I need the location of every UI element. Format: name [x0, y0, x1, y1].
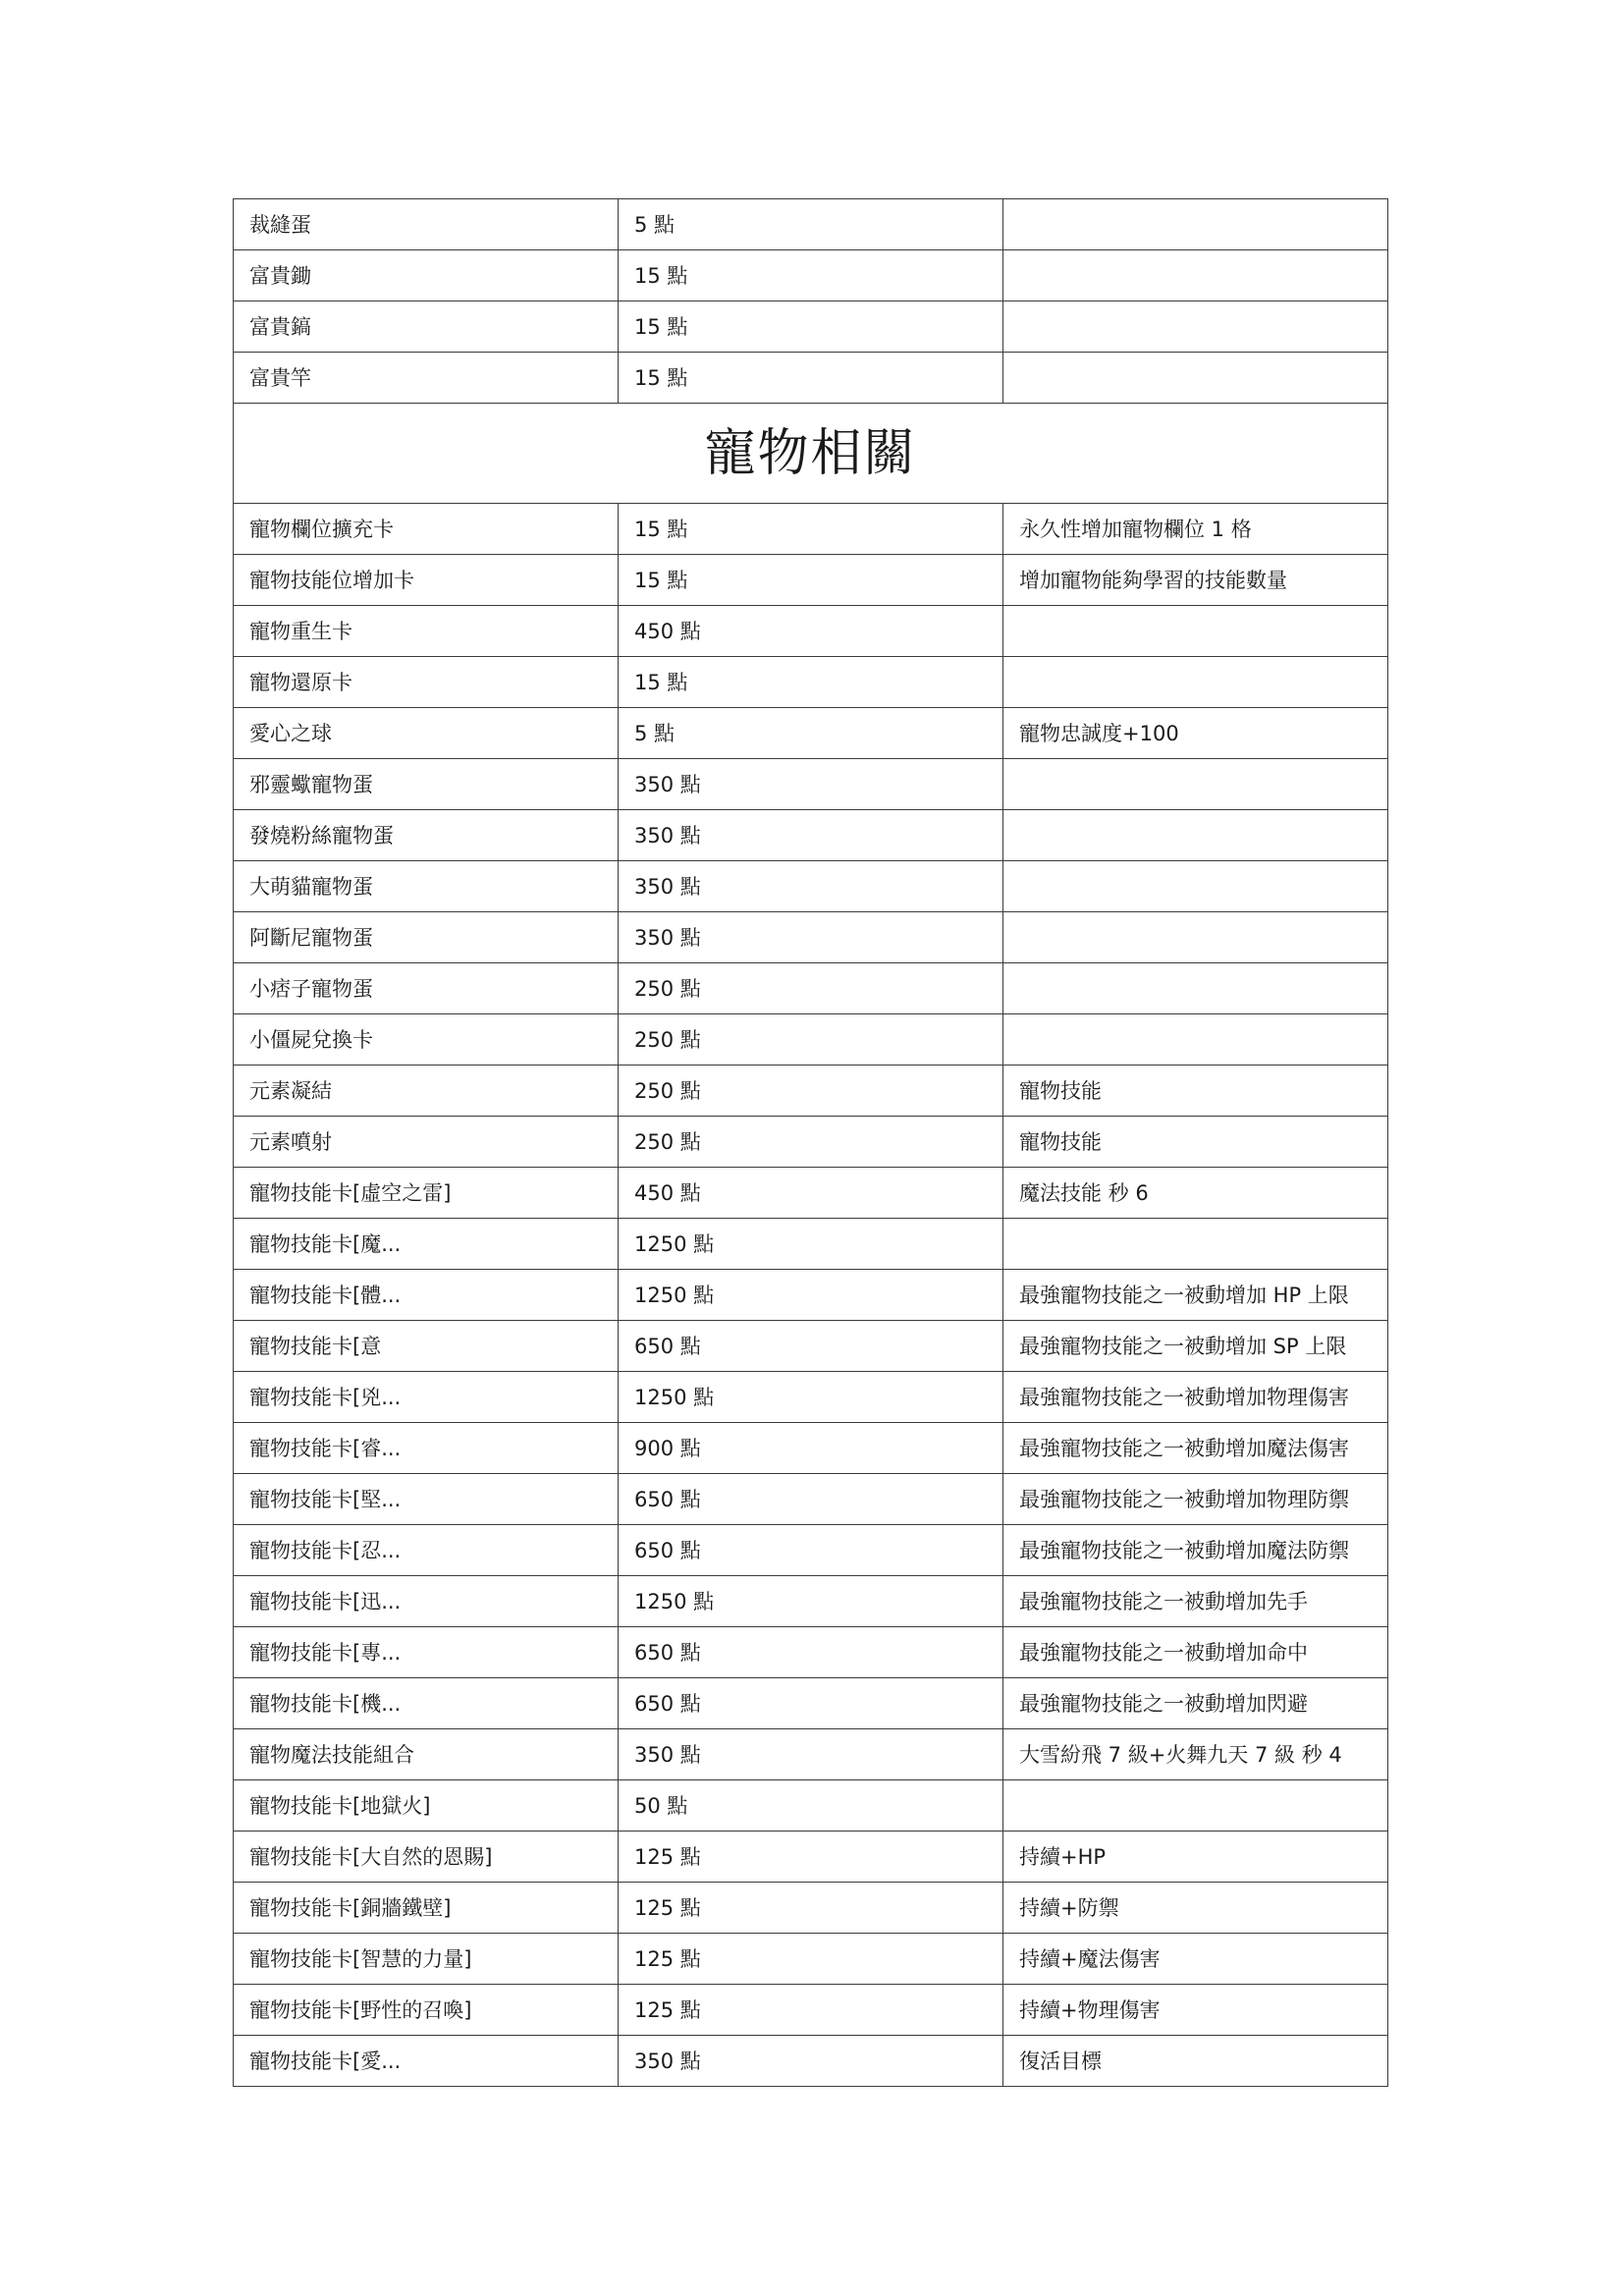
item-name-cell: 寵物技能卡[堅... [234, 1474, 619, 1525]
price-cell: 350 點 [619, 810, 1003, 861]
price-cell: 250 點 [619, 1066, 1003, 1117]
item-name-cell: 寵物技能卡[地獄火] [234, 1780, 619, 1831]
price-cell: 15 點 [619, 555, 1003, 606]
price-cell: 15 點 [619, 301, 1003, 353]
item-name-cell: 寵物技能卡[迅... [234, 1576, 619, 1627]
table-row [234, 1934, 1388, 1985]
table-row [234, 199, 1388, 250]
table-row [234, 353, 1388, 404]
item-name-cell: 大萌貓寵物蛋 [234, 861, 619, 912]
item-name-cell: 寵物技能卡[體... [234, 1270, 619, 1321]
item-name-cell: 寵物技能卡[虛空之雷] [234, 1168, 619, 1219]
item-name-cell: 寵物技能位增加卡 [234, 555, 619, 606]
note-cell [1003, 657, 1388, 708]
item-name-cell: 元素凝結 [234, 1066, 619, 1117]
table-row [234, 1576, 1388, 1627]
table-row [234, 606, 1388, 657]
note-cell: 最強寵物技能之一被動增加 SP 上限 [1003, 1321, 1388, 1372]
price-cell: 900 點 [619, 1423, 1003, 1474]
item-name-cell: 寵物技能卡[野性的召喚] [234, 1985, 619, 2036]
table-row [234, 1014, 1388, 1066]
table-row [234, 1219, 1388, 1270]
item-name-cell: 寵物技能卡[大自然的恩賜] [234, 1831, 619, 1883]
note-cell [1003, 759, 1388, 810]
price-cell: 15 點 [619, 250, 1003, 301]
price-cell: 125 點 [619, 1831, 1003, 1883]
price-cell: 350 點 [619, 1729, 1003, 1780]
table-row [234, 1270, 1388, 1321]
table-row [234, 1831, 1388, 1883]
item-name-cell: 寵物欄位擴充卡 [234, 504, 619, 555]
price-cell: 1250 點 [619, 1270, 1003, 1321]
note-cell: 最強寵物技能之一被動增加物理傷害 [1003, 1372, 1388, 1423]
note-cell: 最強寵物技能之一被動增加魔法防禦 [1003, 1525, 1388, 1576]
table-row [234, 2036, 1388, 2087]
note-cell: 大雪紛飛 7 級+火舞九天 7 級 秒 4 [1003, 1729, 1388, 1780]
table-row [234, 504, 1388, 555]
table-row [234, 1474, 1388, 1525]
note-cell [1003, 250, 1388, 301]
item-name-cell: 富貴竿 [234, 353, 619, 404]
note-cell [1003, 353, 1388, 404]
note-cell [1003, 1780, 1388, 1831]
item-name-cell: 邪靈蠍寵物蛋 [234, 759, 619, 810]
price-cell: 1250 點 [619, 1219, 1003, 1270]
table-row [234, 1780, 1388, 1831]
item-name-cell: 小痞子寵物蛋 [234, 963, 619, 1014]
note-cell: 最強寵物技能之一被動增加 HP 上限 [1003, 1270, 1388, 1321]
note-cell: 最強寵物技能之一被動增加物理防禦 [1003, 1474, 1388, 1525]
note-cell: 持續+魔法傷害 [1003, 1934, 1388, 1985]
item-name-cell: 阿斷尼寵物蛋 [234, 912, 619, 963]
note-cell [1003, 810, 1388, 861]
table-row [234, 1168, 1388, 1219]
note-cell: 寵物技能 [1003, 1066, 1388, 1117]
price-cell: 350 點 [619, 2036, 1003, 2087]
note-cell [1003, 199, 1388, 250]
item-name-cell: 寵物技能卡[意 [234, 1321, 619, 1372]
note-cell [1003, 1219, 1388, 1270]
note-cell: 魔法技能 秒 6 [1003, 1168, 1388, 1219]
table-row [234, 301, 1388, 353]
table-row [234, 250, 1388, 301]
note-cell [1003, 606, 1388, 657]
price-cell: 350 點 [619, 861, 1003, 912]
table-row [234, 1525, 1388, 1576]
note-cell [1003, 1014, 1388, 1066]
table-row [234, 1678, 1388, 1729]
item-name-cell: 裁縫蛋 [234, 199, 619, 250]
note-cell: 最強寵物技能之一被動增加閃避 [1003, 1678, 1388, 1729]
table-row [234, 912, 1388, 963]
item-name-cell: 寵物技能卡[魔... [234, 1219, 619, 1270]
price-cell: 50 點 [619, 1780, 1003, 1831]
note-cell: 持續+HP [1003, 1831, 1388, 1883]
table-row [234, 1117, 1388, 1168]
item-name-cell: 寵物重生卡 [234, 606, 619, 657]
price-cell: 15 點 [619, 657, 1003, 708]
table-row [234, 1066, 1388, 1117]
table-row [234, 810, 1388, 861]
item-name-cell: 寵物技能卡[機... [234, 1678, 619, 1729]
note-cell: 永久性增加寵物欄位 1 格 [1003, 504, 1388, 555]
price-cell: 650 點 [619, 1627, 1003, 1678]
item-name-cell: 寵物技能卡[智慧的力量] [234, 1934, 619, 1985]
item-name-cell: 元素噴射 [234, 1117, 619, 1168]
note-cell: 持續+防禦 [1003, 1883, 1388, 1934]
price-cell: 1250 點 [619, 1576, 1003, 1627]
item-name-cell: 富貴鋤 [234, 250, 619, 301]
note-cell: 增加寵物能夠學習的技能數量 [1003, 555, 1388, 606]
note-cell: 最強寵物技能之一被動增加先手 [1003, 1576, 1388, 1627]
table-row [234, 1321, 1388, 1372]
note-cell: 最強寵物技能之一被動增加魔法傷害 [1003, 1423, 1388, 1474]
price-cell: 350 點 [619, 912, 1003, 963]
table-row [234, 1729, 1388, 1780]
table-row [234, 708, 1388, 759]
price-cell: 450 點 [619, 1168, 1003, 1219]
note-cell [1003, 861, 1388, 912]
price-cell: 1250 點 [619, 1372, 1003, 1423]
table-row [234, 759, 1388, 810]
item-name-cell: 小僵屍兌換卡 [234, 1014, 619, 1066]
item-name-cell: 寵物技能卡[睿... [234, 1423, 619, 1474]
table-row [234, 1423, 1388, 1474]
item-name-cell: 寵物還原卡 [234, 657, 619, 708]
section-heading-row [234, 404, 1388, 504]
price-cell: 5 點 [619, 199, 1003, 250]
price-cell: 250 點 [619, 1014, 1003, 1066]
table-row [234, 1883, 1388, 1934]
price-cell: 15 點 [619, 353, 1003, 404]
item-name-cell: 寵物技能卡[專... [234, 1627, 619, 1678]
table-row [234, 1372, 1388, 1423]
price-table-body [234, 199, 1388, 2087]
note-cell [1003, 912, 1388, 963]
price-cell: 350 點 [619, 759, 1003, 810]
price-cell: 125 點 [619, 1985, 1003, 2036]
note-cell: 寵物技能 [1003, 1117, 1388, 1168]
item-name-cell: 寵物技能卡[忍... [234, 1525, 619, 1576]
table-row [234, 1985, 1388, 2036]
table-row [234, 963, 1388, 1014]
item-name-cell: 寵物技能卡[兇... [234, 1372, 619, 1423]
note-cell: 持續+物理傷害 [1003, 1985, 1388, 2036]
table-row [234, 1627, 1388, 1678]
table-row [234, 861, 1388, 912]
price-cell: 450 點 [619, 606, 1003, 657]
price-cell: 650 點 [619, 1474, 1003, 1525]
note-cell [1003, 963, 1388, 1014]
price-cell: 15 點 [619, 504, 1003, 555]
item-name-cell: 寵物技能卡[愛... [234, 2036, 619, 2087]
note-cell [1003, 301, 1388, 353]
note-cell: 寵物忠誠度+100 [1003, 708, 1388, 759]
table-row [234, 657, 1388, 708]
price-cell: 250 點 [619, 1117, 1003, 1168]
note-cell: 最強寵物技能之一被動增加命中 [1003, 1627, 1388, 1678]
item-name-cell: 富貴鎬 [234, 301, 619, 353]
price-cell: 125 點 [619, 1883, 1003, 1934]
price-cell: 650 點 [619, 1525, 1003, 1576]
section-heading: 寵物相關 [234, 404, 1388, 504]
price-cell: 250 點 [619, 963, 1003, 1014]
price-cell: 650 點 [619, 1678, 1003, 1729]
price-cell: 125 點 [619, 1934, 1003, 1985]
price-cell: 5 點 [619, 708, 1003, 759]
item-name-cell: 愛心之球 [234, 708, 619, 759]
item-name-cell: 寵物魔法技能組合 [234, 1729, 619, 1780]
price-cell: 650 點 [619, 1321, 1003, 1372]
table-row [234, 555, 1388, 606]
item-name-cell: 寵物技能卡[銅牆鐵壁] [234, 1883, 619, 1934]
note-cell: 復活目標 [1003, 2036, 1388, 2087]
price-table [233, 198, 1388, 2087]
item-name-cell: 發燒粉絲寵物蛋 [234, 810, 619, 861]
